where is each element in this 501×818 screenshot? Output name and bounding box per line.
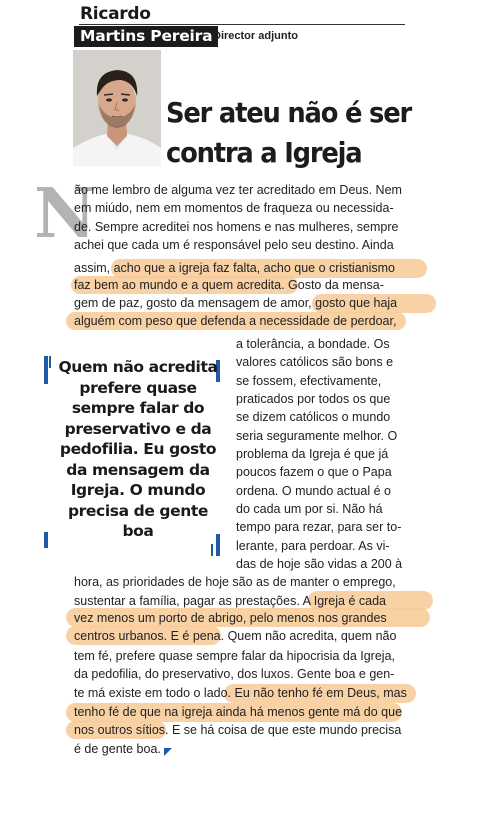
body-line: do cada um por si. Não há	[236, 502, 383, 516]
drop-cap: N	[34, 174, 97, 254]
body-line: tem fé, prefere quase sempre falar da hipocrisia da Igreja,	[74, 649, 396, 663]
pull-quote-line: prefere quase	[79, 378, 197, 397]
body-line: se fossem, efectivamente,	[236, 374, 382, 388]
body-line: centros urbanos. E é pena. Quem não acredita, quem não	[74, 629, 397, 643]
byline-rule	[79, 24, 405, 25]
body-line: ão me lembro de alguma vez ter acreditado em Deus. Nem	[74, 183, 402, 197]
pull-quote-line: boa	[122, 522, 154, 540]
body-line: poucos fazem o que o Papa	[236, 465, 392, 479]
body-line: da pedofilia, do preservativo, dos luxos. Gente boa e gen-	[74, 667, 395, 681]
body-line: problema da Igreja é que já	[236, 447, 389, 461]
body-line: tenho fé de que na igreja ainda há menos gente má do que	[74, 705, 403, 719]
body-line: é de gente boa.	[74, 742, 161, 756]
body-line: hora, as prioridades de hoje são as de manter o emprego,	[74, 575, 396, 589]
body-line: ordena. O mundo actual é o	[236, 484, 391, 498]
body-line: gem de paz, gosto da mensagem de amor, gosto que haja	[74, 296, 398, 310]
author-role: Director adjunto	[213, 30, 298, 42]
pull-quote	[54, 357, 222, 542]
pull-quote-line: Igreja. O mundo	[70, 481, 206, 499]
pull-quote-line: preservativo e da	[64, 419, 212, 438]
body-line: em miúdo, nem em momentos de fraqueza ou necessida-	[74, 201, 394, 215]
body-line: se dizem católicos o mundo	[236, 410, 391, 424]
pull-quote-line: sempre falar do	[71, 399, 205, 417]
pull-quote-line: da mensagem da	[66, 460, 210, 479]
body-line: a tolerância, a bondade. Os	[236, 337, 390, 351]
body-line: achei que cada um é responsável pelo seu destino. Ainda	[74, 238, 394, 252]
body-line: das de hoje são vidas a 200 à	[236, 557, 403, 571]
pull-quote-line: precisa de gente	[67, 501, 208, 520]
body-line: de. Sempre acreditei nos homens e nas mulheres, sempre	[74, 220, 399, 234]
body-line: alguém com peso que defenda a necessidade de perdoar,	[74, 314, 397, 328]
pull-quote-line: Quem não acredita	[58, 358, 218, 376]
article-headline: Ser ateu não é ser contra a Igreja	[166, 96, 411, 169]
body-line: tempo para rezar, para ser to-	[236, 520, 402, 534]
author-photo	[73, 50, 161, 166]
quote-mark-left	[49, 356, 51, 368]
body-line: valores católicos são bons e	[236, 355, 394, 369]
body-line: nos outros sítios. E se há coisa de que este mundo precisa	[74, 723, 402, 737]
end-mark-icon	[164, 748, 172, 756]
body-line: lerante, para perdoar. As vi-	[236, 539, 390, 553]
body-line: sustentar a família, pagar as prestações. A Igreja é cada	[74, 594, 386, 608]
quote-mark-right	[211, 544, 213, 556]
body-line: seria seguramente melhor. O	[236, 429, 398, 443]
body-line: assim, acho que a igreja faz falta, acho que o cristianismo	[74, 261, 396, 275]
body-line: vez menos um porto de abrigo, pelo menos nos grandes	[74, 611, 387, 625]
author-last-name: Martins Pereira	[74, 26, 218, 47]
body-line: faz bem ao mundo e a quem acredita. Gosto da mensa-	[74, 278, 384, 292]
quote-bar-left-bottom	[44, 532, 48, 548]
body-line: te má existe em todo o lado. Eu não tenho fé em Deus, mas	[74, 686, 407, 700]
body-line: praticados por todos os que	[236, 392, 391, 406]
author-first-name: Ricardo	[80, 4, 151, 24]
pull-quote-line: pedofilia. Eu gosto	[59, 440, 217, 458]
quote-bar-left-top	[44, 356, 48, 384]
